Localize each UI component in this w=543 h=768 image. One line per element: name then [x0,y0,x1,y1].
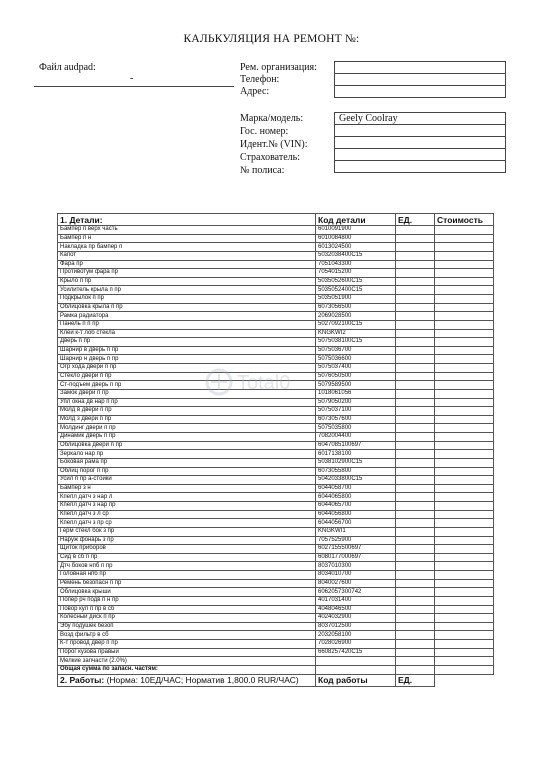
works-col-unit: ЕД. [396,674,435,686]
parts-row-cost [435,450,494,459]
parts-row [58,631,494,640]
parts-row-name: Динамик дверь п пр [58,433,316,442]
parts-row [58,260,494,269]
parts-row-unit [396,286,435,295]
parts-row-cost [435,243,494,252]
parts-row-unit [396,346,435,355]
parts-col-cost: Стоимость [435,214,494,226]
parts-row-unit [396,303,435,312]
parts-total-code [316,665,396,674]
parts-row [58,545,494,554]
parts-row-name: К-т провод двер п пр [58,640,316,649]
parts-row-name: Фара пр [58,260,316,269]
parts-row [58,622,494,631]
parts-row-code: 6044058700 [316,484,396,493]
parts-row-code: 6047085100697 [316,441,396,450]
parts-row-code: 6073057600 [316,415,396,424]
parts-row-name: Герм стекл бок з пр [58,527,316,536]
parts-row-cost [435,441,494,450]
parts-row-code: 6044056800 [316,510,396,519]
parts-row [58,415,494,424]
parts-row-name: Усилитель крыла п пр [58,286,316,295]
parts-row-code: 2032058100 [316,631,396,640]
parts-row [58,433,494,442]
parts-row-unit [396,545,435,554]
parts-row-name: Облицовка двери п пр [58,441,316,450]
parts-row-cost [435,527,494,536]
parts-row-name: Капот [58,251,316,260]
parts-row [58,553,494,562]
file-underline [34,86,234,87]
parts-row-code: 5032038400C15 [316,251,396,260]
parts-row-name: Молд в двери п пр [58,407,316,416]
parts-row [58,269,494,278]
parts-row-code: 5075038100C15 [316,338,396,347]
parts-row-code: 4048046500 [316,605,396,614]
parts-row-unit [396,510,435,519]
parts-row-unit [396,605,435,614]
parts-row-cost [435,588,494,597]
parts-row-name: Бампер п верх часть [58,226,316,235]
parts-row-unit [396,484,435,493]
parts-row-code: 5079050200 [316,398,396,407]
parts-row-unit [396,398,435,407]
parts-row-code: 7054015200 [316,269,396,278]
address-field[interactable] [334,85,506,98]
parts-row-name: Облицовка крыла п пр [58,303,316,312]
parts-row-name: Дтч боков нпб п пр [58,562,316,571]
parts-row-unit [396,493,435,502]
parts-row-cost [435,545,494,554]
parts-row [58,467,494,476]
parts-row [58,286,494,295]
parts-row-name: Щиток приборов [58,545,316,554]
parts-row [58,502,494,511]
parts-row-cost [435,622,494,631]
parts-row-name: Колесный диск п пр [58,614,316,623]
parts-row [58,441,494,450]
parts-row-code: 6062057300742 [316,588,396,597]
phone-label: Телефон: [240,74,280,85]
parts-row-name: Облиц порог п пр [58,467,316,476]
parts-row-name: Рамка радиатора [58,312,316,321]
parts-row-code: 4017031400 [316,596,396,605]
parts-row-code: 5075037400 [316,364,396,373]
parts-row-code: KNGKWI1 [316,527,396,536]
parts-row-name: Крыло п пр [58,277,316,286]
parts-row-code: 5027092100C15 [316,320,396,329]
parts-row-unit [396,562,435,571]
parts-row-code: 6010084800 [316,234,396,243]
parts-row-unit [396,234,435,243]
parts-row-cost [435,277,494,286]
parts-row-cost [435,484,494,493]
parts-row [58,346,494,355]
parts-row [58,458,494,467]
parts-row-unit [396,381,435,390]
parts-row-cost [435,338,494,347]
policy-field[interactable] [334,160,506,173]
parts-row-cost [435,355,494,364]
works-col-code: Код работы [316,674,396,686]
parts-row-name: Повор кул п пр в сб [58,605,316,614]
parts-row-cost [435,553,494,562]
parts-row [58,640,494,649]
parts-row-cost [435,648,494,657]
parts-row-name: Шарнир н дверь п пр [58,355,316,364]
parts-row-name: Ремень безопасн п пр [58,579,316,588]
insurer-label: Страхователь: [240,152,300,163]
parts-col-unit: ЕД. [396,214,435,226]
parts-row-cost [435,260,494,269]
parts-row-code: 4024032900 [316,614,396,623]
parts-row [58,234,494,243]
parts-row-name: Противотум фара пр [58,269,316,278]
parts-table [57,213,494,687]
parts-row-code: 7051043300 [316,260,396,269]
parts-row-unit [396,277,435,286]
parts-row [58,510,494,519]
parts-row-name: Зеркало нар пр [58,450,316,459]
parts-row [58,484,494,493]
parts-row-unit [396,407,435,416]
parts-row [58,588,494,597]
parts-row-code: 6044056700 [316,519,396,528]
parts-row-unit [396,536,435,545]
parts-row-cost [435,536,494,545]
parts-row-cost [435,286,494,295]
parts-row-name: Панель п п пр [58,320,316,329]
page-title: КАЛЬКУЛЯЦИЯ НА РЕМОНТ №: [183,33,360,45]
parts-row-cost [435,458,494,467]
parts-row-code: 6044065700 [316,502,396,511]
parts-row [58,329,494,338]
parts-row-name: Дверь п пр [58,338,316,347]
parts-row-unit [396,527,435,536]
parts-row-cost [435,381,494,390]
parts-row [58,493,494,502]
parts-row-code: 5075036700 [316,346,396,355]
parts-row-unit [396,424,435,433]
parts-row-code: 7082004400 [316,433,396,442]
parts-row [58,596,494,605]
parts-row [58,320,494,329]
parts-row-name: Попер рч подв п н пр [58,596,316,605]
parts-header-row [58,214,494,226]
parts-row [58,251,494,260]
parts-row-code: 6073055800 [316,467,396,476]
works-title [58,674,316,686]
parts-row-cost [435,519,494,528]
parts-row [58,338,494,347]
parts-row-cost [435,269,494,278]
parts-row-code: 5076050500 [316,372,396,381]
parts-row-unit [396,579,435,588]
parts-row-code: 6010091900 [316,226,396,235]
parts-row-unit [396,243,435,252]
parts-row-cost [435,510,494,519]
parts-row [58,648,494,657]
make-model-label: Марка/модель: [240,113,304,124]
parts-row-unit [396,372,435,381]
parts-row-code: 5075037100 [316,407,396,416]
parts-row-code: 6017138100 [316,450,396,459]
parts-row-unit [396,614,435,623]
parts-row-code: 6013024500 [316,243,396,252]
parts-row-name: Огр хода двери п пр [58,364,316,373]
parts-row-name: Кпепл датч з нар л [58,493,316,502]
parts-row-cost [435,389,494,398]
parts-row-name: Замок двери п пр [58,389,316,398]
parts-total-row [58,665,494,674]
parts-row-code: 1018061056 [316,389,396,398]
parts-row-cost [435,312,494,321]
parts-row-code: 8034010700 [316,571,396,580]
parts-row-code: 6027155500697 [316,545,396,554]
parts-row [58,519,494,528]
parts-row-unit [396,338,435,347]
watermark-logo [205,362,325,402]
parts-row-unit [396,433,435,442]
policy-label: № полиса: [240,165,285,176]
parts-row-name: Шарнир в дверь п пр [58,346,316,355]
parts-row [58,605,494,614]
parts-row-code: 8037010300 [316,562,396,571]
parts-row-name: Кпепл датч з л ср [58,510,316,519]
parts-row-name: Облицовка крыши [58,588,316,597]
parts-row-unit [396,476,435,485]
parts-row-name: Подкрылок п пр [58,295,316,304]
parts-row-unit [396,571,435,580]
parts-row-cost [435,571,494,580]
parts-row-cost [435,415,494,424]
parts-row-cost [435,329,494,338]
parts-row-cost [435,320,494,329]
parts-total-cost [435,665,494,674]
parts-row-unit [396,631,435,640]
parts-row-code: 2069028500 [316,312,396,321]
parts-row-cost [435,303,494,312]
parts-row-cost [435,631,494,640]
parts-row-code: 7057525900 [316,536,396,545]
parts-row-cost [435,562,494,571]
parts-row-code [316,657,396,666]
parts-row-cost [435,657,494,666]
parts-row-unit [396,251,435,260]
parts-row-unit [396,553,435,562]
parts-row [58,571,494,580]
parts-row-name: Накладка пр бампер п [58,243,316,252]
parts-col-code: Код детали [316,214,396,226]
file-dash: - [130,73,134,84]
parts-row-cost [435,226,494,235]
parts-row [58,243,494,252]
watermark-cross-icon [211,374,227,390]
parts-row-unit [396,640,435,649]
parts-row-unit [396,502,435,511]
works-norm-text: (Норма: 10ЕД/ЧАС; Норматив 1,800.0 RUR/ЧАС) [104,675,299,685]
parts-row-unit [396,415,435,424]
parts-row-unit [396,389,435,398]
parts-row-code: 6608257420C15 [316,648,396,657]
parts-row-name: Бампер з н [58,484,316,493]
parts-row [58,476,494,485]
parts-row-unit [396,519,435,528]
parts-row-name: Боковая рама пр [58,458,316,467]
parts-row-cost [435,467,494,476]
make-model-value: Geely Coolray [339,113,398,124]
parts-row-code: KNGKWI2 [316,329,396,338]
vin-label: Идент.№ (VIN): [240,139,308,150]
parts-row-unit [396,260,435,269]
parts-row-unit [396,588,435,597]
parts-row-cost [435,398,494,407]
parts-row [58,579,494,588]
parts-row-cost [435,433,494,442]
parts-row-unit [396,458,435,467]
works-col-empty [435,674,494,686]
parts-section-title: 1. Детали: [58,214,316,226]
parts-row [58,407,494,416]
parts-row-code: 6073056500 [316,303,396,312]
parts-row-unit [396,355,435,364]
works-header-row [58,674,494,686]
parts-row-name: Стекло двери п пр [58,372,316,381]
parts-row-name: Наруж фонарь з пр [58,536,316,545]
parts-row-code: 5042033800C15 [316,476,396,485]
parts-row-unit [396,269,435,278]
file-label: Файл audpad: [39,62,96,73]
parts-row-name: Ст-подъем дверь п пр [58,381,316,390]
parts-row-code: 8037012500 [316,622,396,631]
parts-row [58,295,494,304]
parts-row-cost [435,407,494,416]
parts-row-code: 5035051900 [316,295,396,304]
parts-row-code: 7028026900 [316,640,396,649]
parts-row-name: Клей к-т лоб стекла [58,329,316,338]
parts-row [58,424,494,433]
watermark-text: Total0 [237,372,291,394]
parts-row [58,312,494,321]
parts-row-unit [396,450,435,459]
parts-row-cost [435,364,494,373]
parts-row-name: Порог кузова правый [58,648,316,657]
parts-row-cost [435,640,494,649]
parts-row [58,562,494,571]
parts-row-code: 5079589500 [316,381,396,390]
parts-total-unit [396,665,435,674]
parts-row-code: 5035052600C15 [316,277,396,286]
parts-row-unit [396,329,435,338]
parts-row-cost [435,579,494,588]
parts-row-unit [396,295,435,304]
parts-row-code: 5075035800 [316,424,396,433]
parts-row-cost [435,346,494,355]
parts-row [58,277,494,286]
parts-row-cost [435,295,494,304]
parts-row-cost [435,251,494,260]
parts-row-name: Эбу подушек безоп [58,622,316,631]
parts-row-unit [396,657,435,666]
parts-row-unit [396,226,435,235]
works-title-bold: 2. Работы: [60,675,105,685]
parts-row-name: Бампер п н [58,234,316,243]
plate-label: Гос. номер: [240,126,289,137]
address-label: Адрес: [240,86,270,97]
parts-row-cost [435,596,494,605]
parts-row-cost [435,614,494,623]
parts-row [58,536,494,545]
parts-row-name: Кпепл датч з пр ср [58,519,316,528]
parts-row-cost [435,234,494,243]
parts-row-cost [435,605,494,614]
parts-row-code: 6044065800 [316,493,396,502]
parts-row-cost [435,476,494,485]
parts-row [58,226,494,235]
parts-body [58,226,494,666]
parts-row-name: Упл окна дв нар п пр [58,398,316,407]
parts-row [58,527,494,536]
parts-row-unit [396,312,435,321]
parts-row-code: 5038102900C15 [316,458,396,467]
parts-row-code: 8040027600 [316,579,396,588]
parts-row-cost [435,372,494,381]
parts-row-name: Возд фильтр в сб [58,631,316,640]
parts-row-unit [396,441,435,450]
parts-row-unit [396,596,435,605]
parts-row-unit [396,320,435,329]
parts-row-unit [396,364,435,373]
parts-row-name: Головная нпб пр [58,571,316,580]
parts-total-label: Общая сумма по запасн. частям: [58,665,316,674]
parts-row [58,450,494,459]
parts-row-code: 5075036600 [316,355,396,364]
org-label: Рем. организация: [240,62,317,73]
parts-row-cost [435,502,494,511]
parts-row-name: Молд з двери п пр [58,415,316,424]
parts-row-cost [435,424,494,433]
parts-row-cost [435,493,494,502]
parts-row-code: 5035052400C15 [316,286,396,295]
parts-row-name: Кпепл датч з нар пр [58,502,316,511]
parts-row-code: 6080177000697 [316,553,396,562]
parts-row-unit [396,467,435,476]
parts-row-unit [396,622,435,631]
parts-row-name: Мелкие запчасти (2.0%) [58,657,316,666]
parts-row-name: Молдинг двери п пр [58,424,316,433]
parts-row-unit [396,648,435,657]
parts-row [58,657,494,666]
parts-row [58,614,494,623]
parts-row-name: Сид в сб п пр [58,553,316,562]
parts-row-name: Усил п пр а-стойки [58,476,316,485]
parts-row [58,303,494,312]
